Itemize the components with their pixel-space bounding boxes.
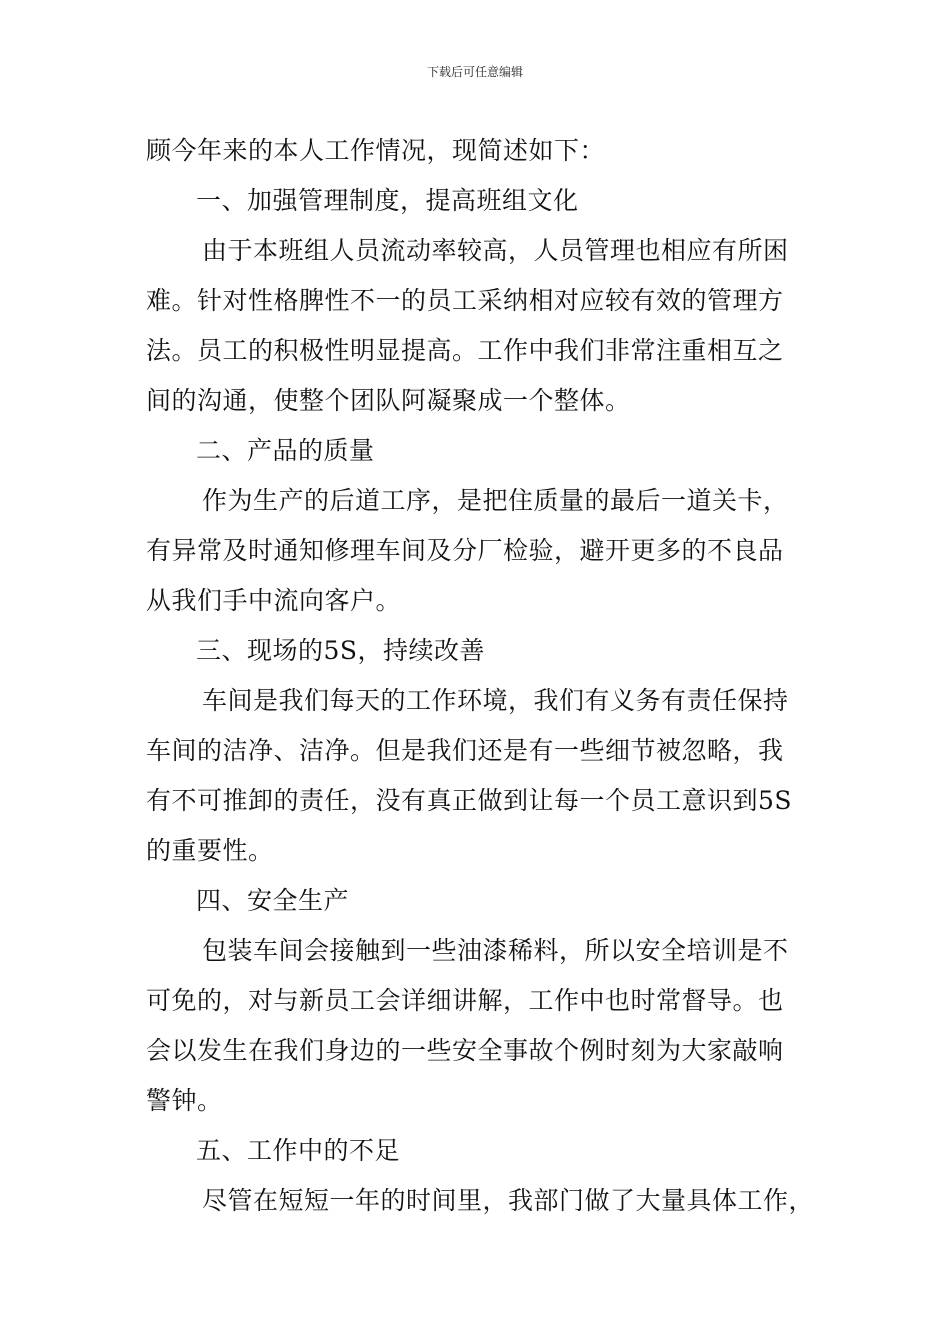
text-line: 车间是我们每天的工作环境，我们有义务有责任保持 — [202, 686, 789, 715]
section-heading: 二、产品的质量 — [196, 436, 375, 465]
text-line: 间的沟通，使整个团队阿凝聚成一个整体。 — [146, 386, 631, 415]
text-line: 有异常及时通知修理车间及分厂检验，避开更多的不良品 — [146, 536, 784, 565]
text-line: 尽管在短短一年的时间里，我部门做了大量具体工作， — [202, 1186, 815, 1215]
text-line: 有不可推卸的责任，没有真正做到让每一个员工意识到5S — [146, 786, 793, 815]
text-line: 包装车间会接触到一些油漆稀料，所以安全培训是不 — [202, 936, 789, 965]
text-line: 会以发生在我们身边的一些安全事故个例时刻为大家敲响 — [146, 1036, 784, 1065]
text-line: 法。员工的积极性明显提高。工作中我们非常注重相互之 — [146, 336, 784, 365]
text-line: 可免的，对与新员工会详细讲解，工作中也时常督导。也 — [146, 986, 784, 1015]
page-header: 下载后可任意编辑 — [426, 65, 523, 79]
text-line: 的重要性。 — [146, 836, 274, 865]
text-line: 从我们手中流向客户。 — [146, 586, 402, 615]
section-heading: 五、工作中的不足 — [196, 1136, 401, 1165]
text-line: 作为生产的后道工序，是把住质量的最后一道关卡， — [202, 486, 789, 515]
text-line: 难。针对性格脾性不一的员工采纳相对应较有效的管理方 — [146, 286, 784, 315]
text-line: 警钟。 — [146, 1086, 223, 1115]
section-heading: 一、加强管理制度，提高班组文化 — [196, 186, 579, 215]
text-line: 由于本班组人员流动率较高，人员管理也相应有所困 — [202, 236, 789, 265]
text-line: 车间的洁净、洁净。但是我们还是有一些细节被忽略，我 — [146, 736, 784, 765]
section-heading: 三、现场的5S，持续改善 — [196, 636, 486, 665]
document-body — [146, 126, 816, 1226]
text-line: 顾今年来的本人工作情况，现简述如下： — [146, 136, 606, 165]
section-heading: 四、安全生产 — [196, 886, 350, 915]
